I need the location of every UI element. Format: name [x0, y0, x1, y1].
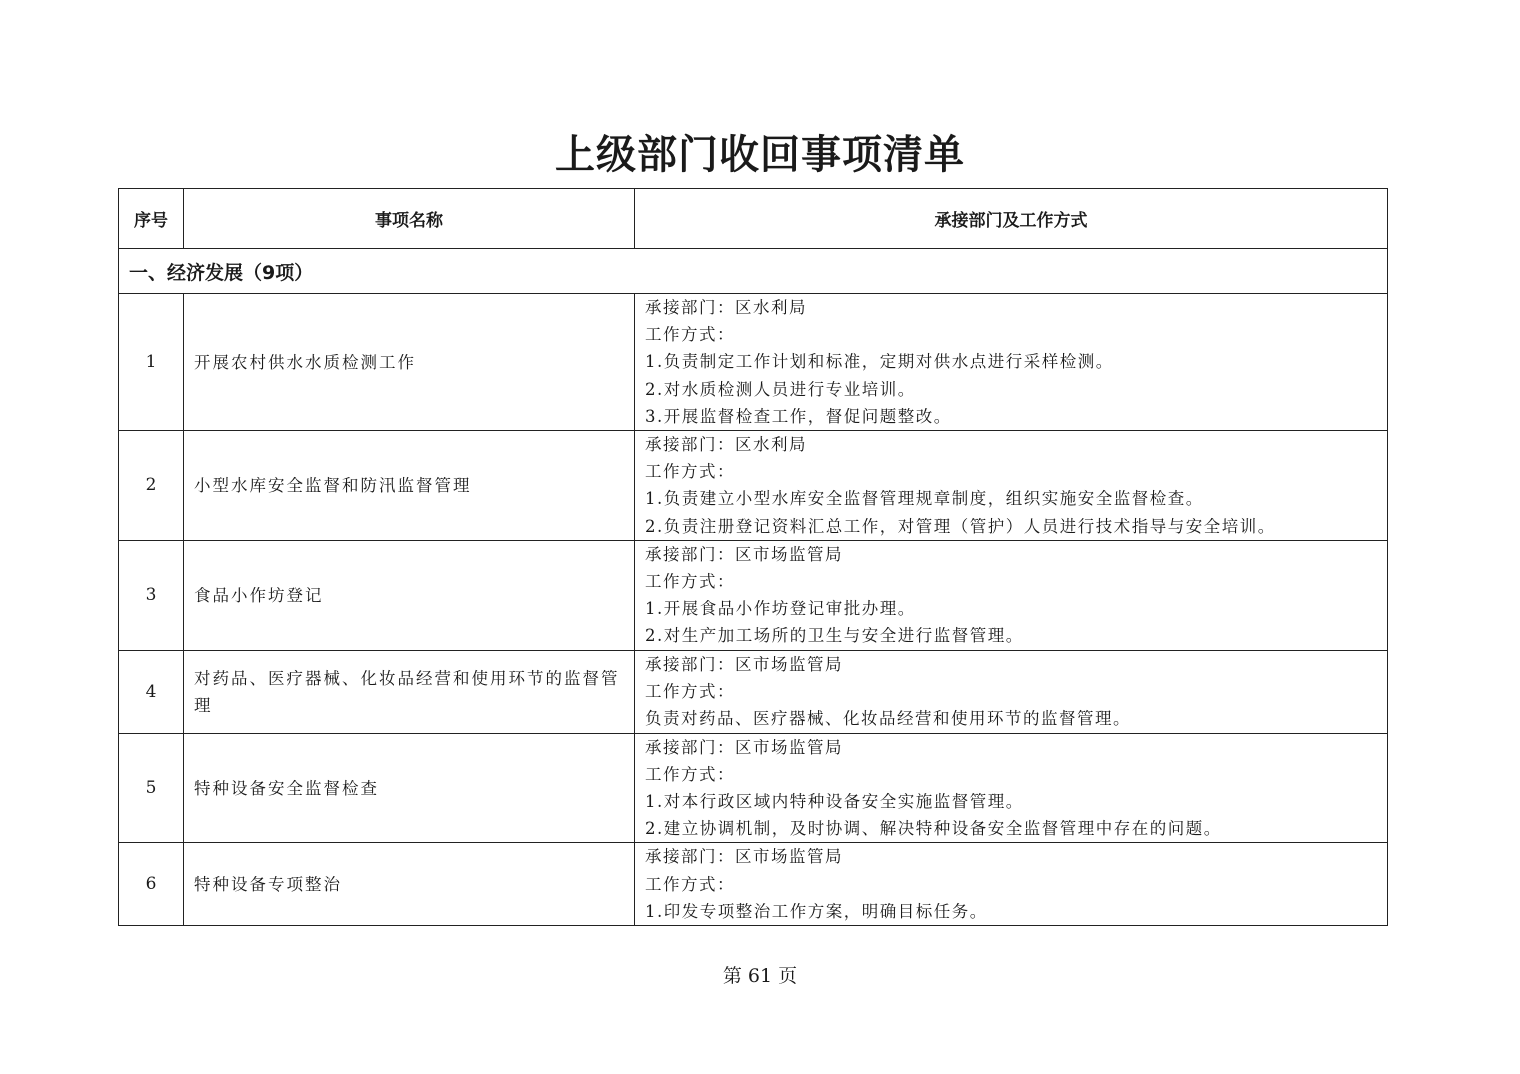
- method-line: 1.负责建立小型水库安全监督管理规章制度，组织实施安全监督检查。: [645, 489, 1204, 509]
- department-method: [635, 650, 1388, 733]
- table-row: [119, 294, 1388, 431]
- method-line: 工作方式：: [645, 874, 735, 894]
- method-line: 1.印发专项整治工作方案，明确目标任务。: [645, 901, 988, 921]
- method-line: 1.开展食品小作坊登记审批办理。: [645, 599, 916, 619]
- row-number: 4: [119, 650, 184, 733]
- row-number: 1: [119, 294, 184, 431]
- item-name: 小型水库安全监督和防汛监督管理: [184, 431, 635, 541]
- method-line: 1.负责制定工作计划和标准，定期对供水点进行采样检测。: [645, 352, 1114, 372]
- department-method: [635, 294, 1388, 431]
- header-department-method: 承接部门及工作方式: [635, 189, 1388, 249]
- method-line: 2.对水质检测人员进行专业培训。: [645, 379, 916, 399]
- department-method: [635, 431, 1388, 541]
- method-line: 工作方式：: [645, 682, 735, 702]
- method-line: 3.开展监督检查工作，督促问题整改。: [645, 406, 952, 426]
- page-number: 第 61 页: [722, 965, 798, 987]
- table-header-row: [119, 189, 1388, 249]
- method-line: 2.对生产加工场所的卫生与安全进行监督管理。: [645, 626, 1024, 646]
- table-row: [119, 733, 1388, 843]
- method-line: 承接部门：区市场监管局: [645, 737, 843, 757]
- items-table: [118, 188, 1388, 926]
- method-line: 承接部门：区市场监管局: [645, 654, 843, 674]
- header-number: 序号: [119, 189, 184, 249]
- header-item-name: 事项名称: [184, 189, 635, 249]
- row-number: 5: [119, 733, 184, 843]
- page-title: 上级部门收回事项清单: [555, 131, 965, 178]
- method-line: 1.对本行政区域内特种设备安全实施监督管理。: [645, 792, 1024, 812]
- item-name: 特种设备专项整治: [184, 843, 635, 926]
- department-method: [635, 540, 1388, 650]
- section-title: 一、经济发展（9项）: [119, 249, 1388, 294]
- item-name: 食品小作坊登记: [184, 540, 635, 650]
- department-method: [635, 843, 1388, 926]
- table-row: [119, 540, 1388, 650]
- row-number: 6: [119, 843, 184, 926]
- method-line: 2.负责注册登记资料汇总工作，对管理（管护）人员进行技术指导与安全培训。: [645, 516, 1276, 536]
- section-row: [119, 249, 1388, 294]
- table-row: [119, 843, 1388, 926]
- method-line: 承接部门：区水利局: [645, 298, 807, 317]
- method-line: 工作方式：: [645, 325, 735, 345]
- item-name: 对药品、医疗器械、化妆品经营和使用环节的监督管理: [184, 650, 635, 733]
- row-number: 2: [119, 431, 184, 541]
- table-row: [119, 650, 1388, 733]
- method-line: 工作方式：: [645, 462, 735, 482]
- item-name: 特种设备安全监督检查: [184, 733, 635, 843]
- method-line: 承接部门：区水利局: [645, 435, 807, 455]
- row-number: 3: [119, 540, 184, 650]
- method-line: 工作方式：: [645, 764, 735, 784]
- method-line: 承接部门：区市场监管局: [645, 847, 843, 867]
- department-method: [635, 733, 1388, 843]
- item-name: 开展农村供水水质检测工作: [184, 294, 635, 431]
- method-line: 2.建立协调机制，及时协调、解决特种设备安全监督管理中存在的问题。: [645, 819, 1222, 839]
- method-line: 负责对药品、医疗器械、化妆品经营和使用环节的监督管理。: [645, 709, 1131, 729]
- method-line: 工作方式：: [645, 572, 735, 592]
- table-row: [119, 431, 1388, 541]
- method-line: 承接部门：区市场监管局: [645, 544, 843, 564]
